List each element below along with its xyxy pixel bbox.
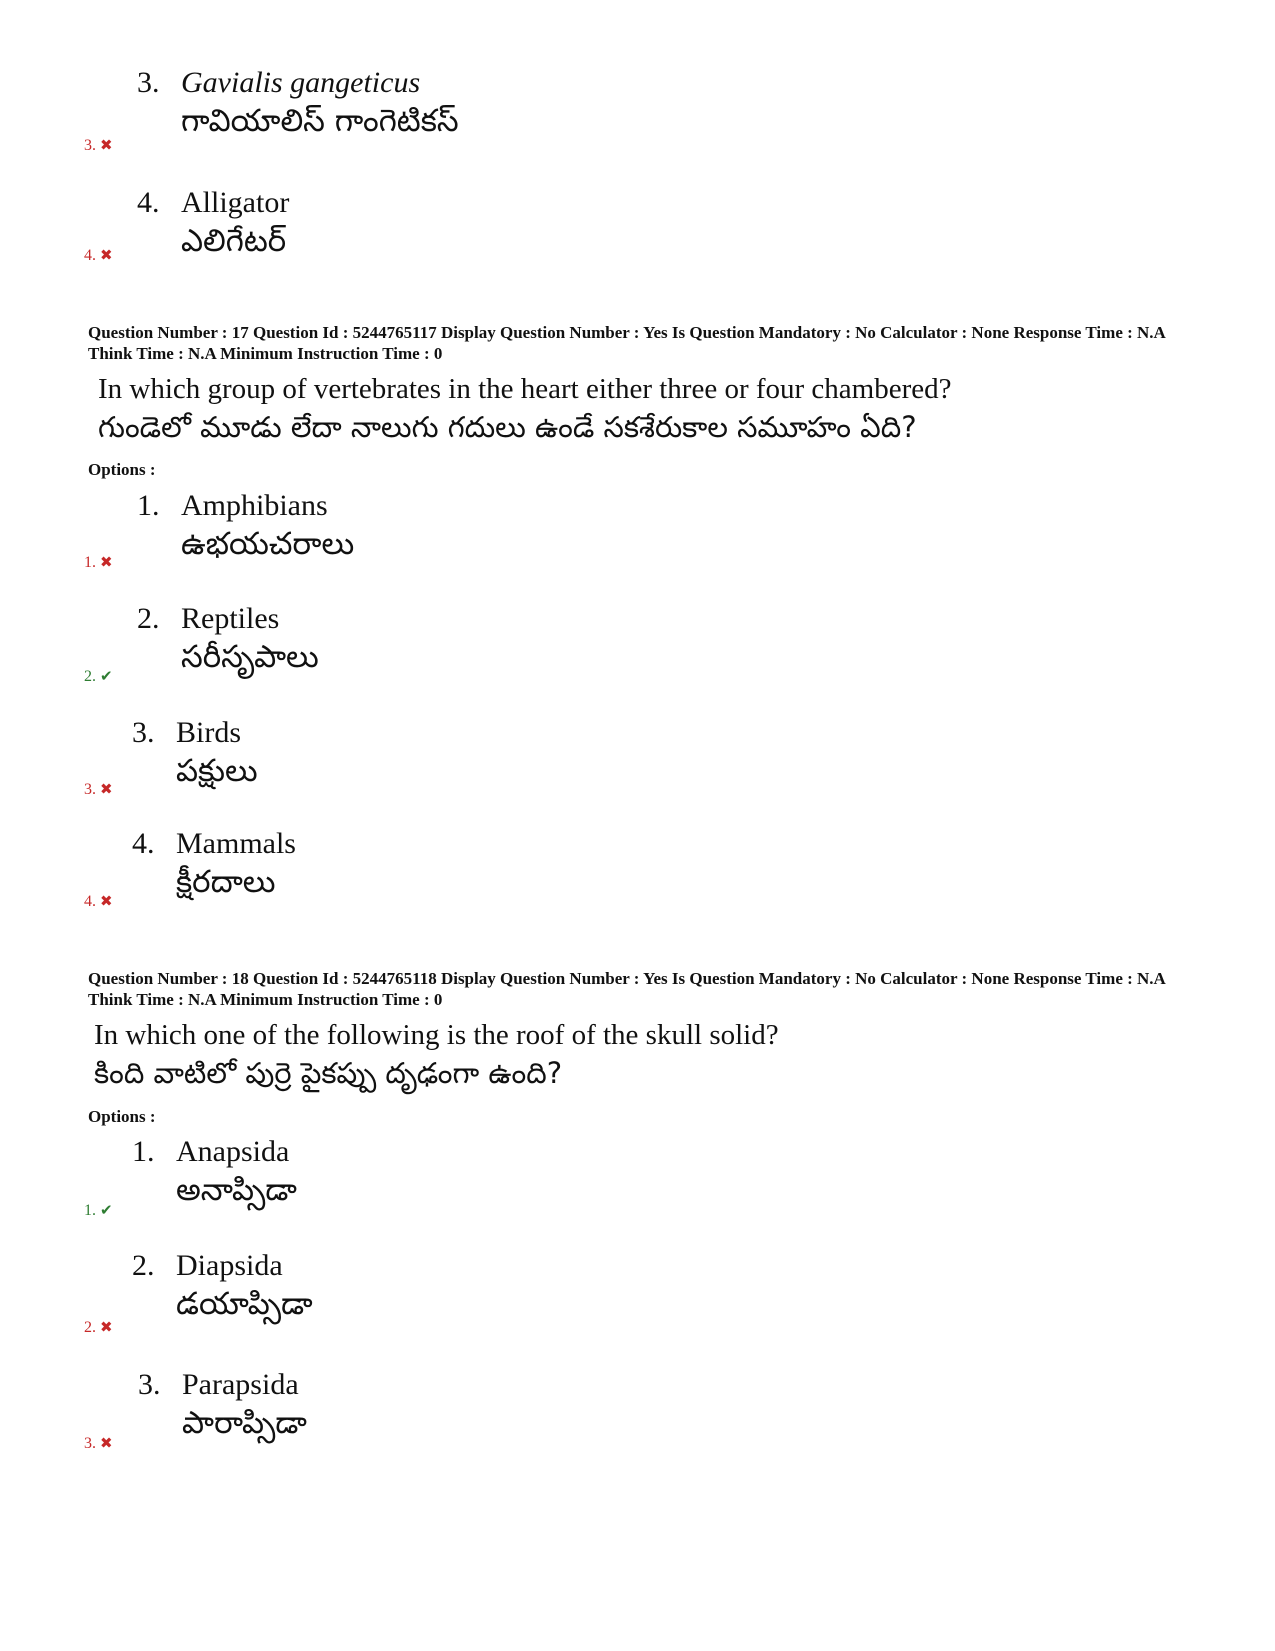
option-text-te: గావియాలిస్ గాంగెటికస్ bbox=[181, 103, 459, 139]
option-text-te: పక్షులు bbox=[176, 753, 258, 789]
option-number: 2. bbox=[137, 602, 160, 635]
option-marker: 3. ✖ bbox=[84, 1435, 113, 1452]
option-number: 3. bbox=[137, 66, 160, 99]
question-text-en: In which one of the following is the roof of the skull solid? bbox=[94, 1019, 779, 1051]
wrong-icon: ✖ bbox=[100, 1320, 113, 1336]
wrong-icon: ✖ bbox=[100, 782, 113, 798]
option-prev-3 bbox=[137, 64, 459, 140]
question-meta: Question Number : 18 Question Id : 5244765118 Display Question Number : Yes Is Question Mandatory : No Calculator : None Response Time : N.A Think Time : N.A Minimum Instruction Time : 0 bbox=[88, 969, 1165, 1009]
options-label: Options : bbox=[88, 1107, 156, 1126]
option-number: 1. bbox=[132, 1135, 155, 1168]
option-text-en: Gavialis gangeticus bbox=[181, 66, 421, 99]
option-marker: 3. ✖ bbox=[84, 781, 113, 798]
option-text-en: Mammals bbox=[176, 827, 296, 860]
option-text-te: సరీసృపాలు bbox=[181, 639, 319, 675]
option-number: 1. bbox=[137, 489, 160, 522]
option-marker: 4. ✖ bbox=[84, 893, 113, 910]
option-marker: 3. ✖ bbox=[84, 137, 113, 154]
option-marker-correct: 1. ✔ bbox=[84, 1202, 113, 1219]
option-18-3 bbox=[138, 1366, 307, 1442]
option-text-en: Diapsida bbox=[176, 1249, 283, 1282]
wrong-icon: ✖ bbox=[100, 248, 113, 264]
option-marker: 4. ✖ bbox=[84, 247, 113, 264]
option-text-en: Reptiles bbox=[181, 602, 280, 635]
wrong-icon: ✖ bbox=[100, 555, 113, 571]
option-number: 2. bbox=[132, 1249, 155, 1282]
option-text-te: ఉభయచరాలు bbox=[181, 526, 355, 562]
option-prev-4 bbox=[137, 184, 289, 260]
option-text-te: ఎలిగేటర్ bbox=[181, 223, 287, 259]
check-icon: ✔ bbox=[100, 669, 113, 685]
option-17-4 bbox=[132, 825, 296, 901]
question-text-en: In which group of vertebrates in the heart either three or four chambered? bbox=[98, 373, 952, 405]
wrong-icon: ✖ bbox=[100, 138, 113, 154]
options-label: Options : bbox=[88, 460, 156, 479]
option-text-te: క్షీరదాలు bbox=[176, 864, 276, 900]
option-text-en: Parapsida bbox=[182, 1368, 299, 1401]
wrong-icon: ✖ bbox=[100, 1436, 113, 1452]
option-text-en: Birds bbox=[176, 716, 242, 749]
option-text-te: అనాప్సిడా bbox=[176, 1172, 297, 1208]
option-number: 3. bbox=[132, 716, 155, 749]
option-text-en: Amphibians bbox=[181, 489, 328, 522]
option-marker: 2. ✖ bbox=[84, 1319, 113, 1336]
option-text-en: Anapsida bbox=[176, 1135, 290, 1168]
wrong-icon: ✖ bbox=[100, 894, 113, 910]
option-number: 4. bbox=[137, 186, 160, 219]
option-text-te: పారాప్సిడా bbox=[182, 1405, 307, 1441]
option-18-2 bbox=[132, 1247, 313, 1323]
option-text-te: డయాప్సిడా bbox=[176, 1286, 313, 1322]
option-17-3 bbox=[132, 714, 258, 790]
check-icon: ✔ bbox=[100, 1203, 113, 1219]
option-17-2 bbox=[137, 600, 319, 676]
option-marker: 1. ✖ bbox=[84, 554, 113, 571]
option-17-1 bbox=[137, 487, 354, 563]
option-marker-correct: 2. ✔ bbox=[84, 668, 113, 685]
option-text-en: Alligator bbox=[181, 186, 290, 219]
question-text-te: గుండెలో మూడు లేదా నాలుగు గదులు ఉండే సకశేరుకాల సమూహం ఏది? bbox=[98, 410, 917, 444]
question-text bbox=[98, 370, 952, 446]
option-number: 3. bbox=[138, 1368, 161, 1401]
question-meta: Question Number : 17 Question Id : 5244765117 Display Question Number : Yes Is Question Mandatory : No Calculator : None Response Time : N.A Think Time : N.A Minimum Instruction Time : 0 bbox=[88, 323, 1165, 363]
option-number: 4. bbox=[132, 827, 155, 860]
question-text-te: కింది వాటిలో పుర్రె పైకప్పు దృఢంగా ఉంది? bbox=[94, 1056, 563, 1090]
option-18-1 bbox=[132, 1133, 297, 1209]
question-text bbox=[94, 1016, 779, 1092]
